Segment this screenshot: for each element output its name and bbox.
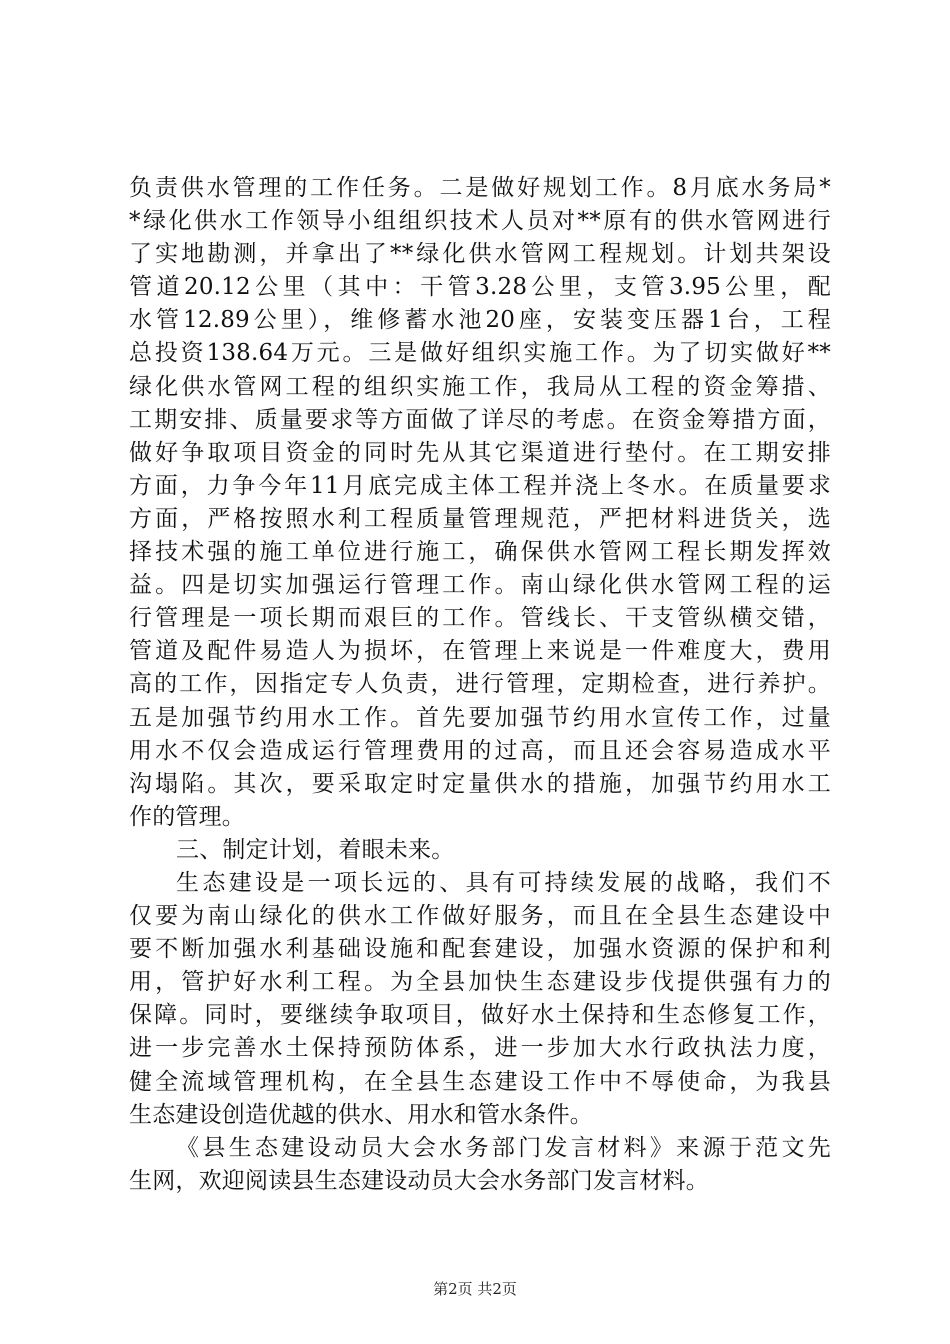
text-line: 工期安排、质量要求等方面做了详尽的考虑。在资金筹措方面， (129, 406, 831, 433)
document-body (129, 172, 831, 1198)
text-line: 进一步完善水土保持预防体系，进一步加大水行政执法力度， (129, 1035, 831, 1062)
text-line: 健全流域管理机构，在全县生态建设工作中不辱使命，为我县 (129, 1068, 831, 1095)
paragraph (129, 867, 831, 1132)
text-line: 方面，严格按照水利工程质量管理规范，严把材料进货关，选 (129, 505, 831, 532)
text-line: 保障。同时，要继续争取项目，做好水土保持和生态修复工作， (129, 1002, 831, 1029)
text-line: 绿化供水管网工程的组织实施工作，我局从工程的资金筹措、 (129, 373, 831, 400)
text-line: 生态建设是一项长远的、具有可持续发展的战略，我们不 (176, 869, 831, 896)
text-line: 择技术强的施工单位进行施工，确保供水管网工程长期发挥效 (129, 539, 831, 566)
text-line: 沟塌陷。其次，要采取定时定量供水的措施，加强节约用水工 (129, 770, 831, 797)
text-line: *绿化供水工作领导小组组织技术人员对**原有的供水管网进行 (129, 208, 831, 235)
text-line: 生网，欢迎阅读县生态建设动员大会水务部门发言材料。 (129, 1167, 709, 1194)
section-heading: 三、制定计划，着眼未来。 (176, 836, 455, 863)
text-line: 生态建设创造优越的供水、用水和管水条件。 (129, 1101, 593, 1128)
page-footer: 第2页 共2页 (433, 1280, 517, 1298)
paragraph (129, 1132, 831, 1198)
text-line: 用，管护好水利工程。为全县加快生态建设步伐提供强有力的 (129, 969, 831, 996)
text-line: 作的管理。 (129, 803, 245, 830)
text-line: 管道20.12公里（其中：干管3.28公里，支管3.95公里，配 (129, 274, 831, 301)
text-line: 了实地勘测，并拿出了**绿化供水管网工程规划。计划共架设 (129, 241, 831, 268)
text-line: 方面，力争今年11月底完成主体工程并浇上冬水。在质量要求 (129, 472, 831, 499)
text-line: 《县生态建设动员大会水务部门发言材料》来源于范文先 (176, 1134, 831, 1161)
text-line: 高的工作，因指定专人负责，进行管理，定期检查，进行养护。 (129, 671, 831, 698)
text-line: 负责供水管理的工作任务。二是做好规划工作。8月底水务局* (129, 175, 831, 201)
text-line: 总投资138.64万元。三是做好组织实施工作。为了切实做好** (129, 340, 831, 367)
text-line: 益。四是切实加强运行管理工作。南山绿化供水管网工程的运 (129, 572, 831, 599)
text-line: 要不断加强水利基础设施和配套建设，加强水资源的保护和利 (129, 936, 831, 963)
text-line: 管道及配件易造人为损坏，在管理上来说是一件难度大，费用 (129, 638, 831, 665)
text-line: 行管理是一项长期而艰巨的工作。管线长、干支管纵横交错， (129, 605, 831, 632)
paragraph-continued (129, 172, 831, 834)
text-line: 水管12.89公里），维修蓄水池20座，安装变压器1台，工程 (129, 307, 831, 334)
text-line: 做好争取项目资金的同时先从其它渠道进行垫付。在工期安排 (129, 439, 831, 466)
text-line: 五是加强节约用水工作。首先要加强节约用水宣传工作，过量 (129, 704, 831, 731)
text-line: 用水不仅会造成运行管理费用的过高，而且还会容易造成水平 (129, 737, 831, 764)
text-line: 仅要为南山绿化的供水工作做好服务，而且在全县生态建设中 (129, 903, 831, 930)
